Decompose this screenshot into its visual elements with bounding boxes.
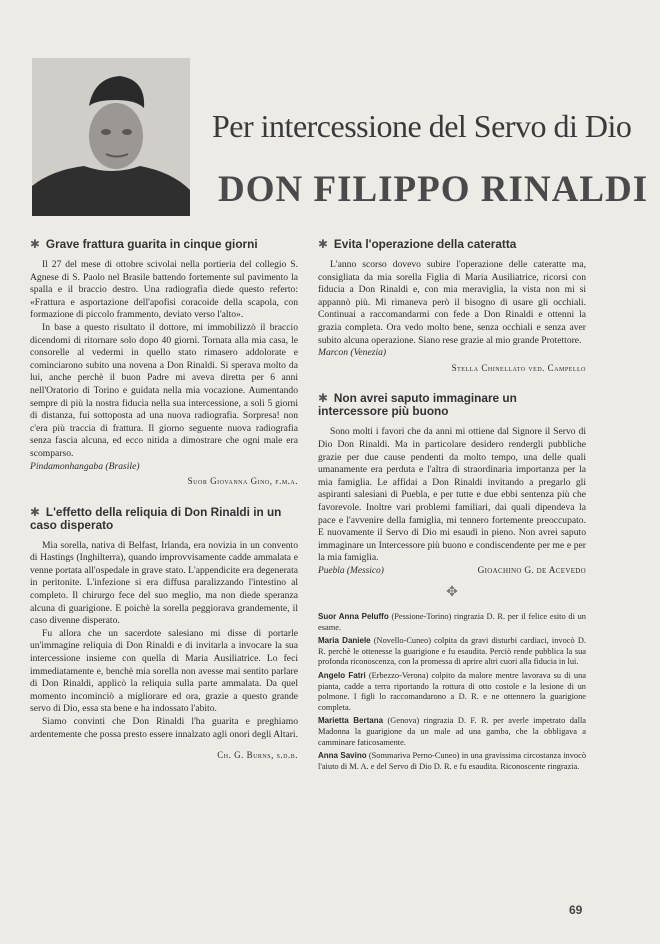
short-notes: [318, 612, 586, 772]
list-item: [318, 716, 586, 748]
paragraph: In base a questo risultato il dottore, mi immobilizzò il braccio dicendomi di ritornare solo dopo 40 giorni. Tornata alla mia casa, le consorelle al vedermi in quello stato rimasero addolorate e cominciarono subito una novena a Don Rinaldi. Si sperava molto da lui, anche perchè il buon Padre mi aveva diretta per 6 anni nell'Oratorio di Torino e guidata nella mia vocazione. Aumentando sempre di più la nostra fiducia nella sua intercessione, a soli 5 giorni di distanza, fui sottoposta ad una nuova radiografia. Sorpresa! non c'era più traccia di frattura. Il giorno seguente nuova radiografia senza fascia alcuna, ed ecco nitida a dimostrare che ogni male era scomparso.: [30, 321, 298, 459]
list-item: [318, 671, 586, 713]
heading-text: Evita l'operazione della cateratta: [333, 237, 517, 251]
note-text: (Erbezzo-Verona) colpito da malore mentre lavorava su di una pianta, cadde a terra riportando la rottura di otto costole e la lesione di un polmone. I figli lo raccomandarono a D. R. e ne ottennero la guarigione completa.: [318, 671, 586, 712]
note-name: Anna Savino: [318, 751, 367, 761]
place-signature-row: [318, 565, 586, 578]
portrait-photo: [32, 58, 190, 216]
paragraph: Fu allora che un sacerdote salesiano mi disse di portarle un'immagine reliquia di Don Rinaldi e di invitarla a invocare la sua intercessione insieme con quella di Maria Ausiliatrice. Lo feci immediatamente e, benchè mia sorella non avesse mai sentito parlare di Don Rinaldi, applicò la reliquia sulla parte ammalata. Da quel momento incominciò a migliorare ed ora, grazie a questo grande servo di Dio, essa sta bene e ha indossato l'abito.: [30, 627, 298, 715]
place-line: Marcon (Venezia): [318, 347, 387, 359]
note-name: Angelo Fatri: [318, 671, 366, 681]
ornament-icon: ✥: [446, 585, 458, 601]
list-item: [318, 612, 586, 633]
place-line: Pindamonhangaba (Brasile): [30, 460, 140, 472]
note-name: Maria Daniele: [318, 636, 371, 646]
note-name: Marietta Bertana: [318, 716, 384, 726]
title-line-2: DON FILIPPO RINALDI: [218, 169, 649, 210]
note-text: (Sommariva Perno-Cuneo) in una gravissima circostanza invocò l'aiuto di M. A. e del Servo di Dio D. R. e fu esaudita. Riconoscente ringrazia.: [318, 751, 587, 771]
star-icon: ✱: [318, 391, 328, 406]
section-heading: [30, 506, 298, 532]
paragraph: Il 27 del mese di ottobre scivolai nella portieria del collegio S. Agnese di S. Paolo nel Brasile battendo fortemente sul pavimento la spalla e il braccio destro. Una radiografia diede questo referto: «Frattura e asportazione dell'apofisi coracoide della scapola, con formazione di piccolo frammento, deviato verso l'alto».: [30, 259, 298, 321]
portrait-illustration: [32, 58, 190, 216]
right-column: [318, 238, 586, 775]
list-item: [318, 751, 586, 772]
signature: Stella Chinellato ved. Campello: [451, 362, 586, 373]
paragraph: Mia sorella, nativa di Belfast, Irlanda, era novizia in un convento di Hastings (Inghilterra), quando improvvisamente cadde ammalata e venne portata all'ospedale in grave stato. L'appendicite era degenerata in peritonite. L'infezione si era diffusa paralizzando l'intestino al completo. Il chirurgo fece del suo meglio, ma non diede speranza alcuna di guarigione. E poichè la sorella peggiorava grandemente, il caso divenne disperato.: [30, 539, 298, 627]
note-text: (Novello-Cuneo) colpita da gravi disturbi cardiaci, invocò D. R. perchè le ottenesse la guarigione e fu esaudita. Perciò rende pubblica la sua profonda riconoscenza, con la promessa di aprire altri cuori alla fiducia in lui.: [318, 636, 586, 667]
note-name: Suor Anna Peluffo: [318, 612, 389, 622]
note-text: (Genova) ringrazia D. F. R. per averle impetrato dalla Madonna la guarigione da un male ad una gamba, che la obbligava a camminare faticosamente.: [318, 716, 586, 747]
star-icon: ✱: [318, 237, 328, 251]
page-number: 69: [569, 903, 583, 917]
paragraph: Siamo convinti che Don Rinaldi l'ha guarita e preghiamo ardentemente che possa presto essere innalzato agli onori degli Altari.: [30, 716, 298, 740]
place-line: Puebla (Messico): [318, 565, 384, 576]
paragraph: L'anno scorso dovevo subire l'operazione delle cateratte ma, consigliata da mia sorella Figlia di Maria Ausiliatrice, ricorsi con fiducia a Don Rinaldi e, con mia meraviglia, la vista non mi si appannò più. Mi rimaneva però il bisogno di usare gli occhiali. Continuai a raccomandarmi con fede a Don Rinaldi e ottenni la grazia completa. Ora vedo molto bene, senza occhiali e senza aver subito alcuna operazione. Siano rese grazie al mio grande Protettore.: [318, 259, 586, 346]
signature: Ch. G. Burns, s.d.b.: [217, 750, 298, 761]
section-heading: [318, 392, 586, 418]
heading-text: L'effetto della reliquia di Don Rinaldi in un caso disperato: [30, 504, 282, 532]
star-icon: ✱: [30, 237, 40, 251]
heading-text: Grave frattura guarita in cinque giorni: [45, 237, 258, 251]
left-column: [30, 238, 298, 762]
heading-text: Non avrei saputo immaginare un intercessore più buono: [318, 391, 517, 419]
section-heading: [30, 238, 298, 251]
section-heading: [318, 238, 586, 251]
note-text: (Pessione-Torino) ringrazia D. R. per il felice esito di un esame.: [318, 612, 586, 632]
star-icon: ✱: [30, 504, 40, 519]
title-line-1: Per intercessione del Servo di Dio: [212, 108, 632, 144]
list-item: [318, 636, 586, 668]
signature: Gioachino G. de Acevedo: [477, 565, 586, 576]
signature: Suor Giovanna Gino, f.m.a.: [187, 476, 298, 487]
paragraph: Sono molti i favori che da anni mi ottiene dal Signore il Servo di Dio Don Rinaldi. Ma in particolare desidero rendergli pubbliche grazie per due cause pendenti da molto tempo, una delle quali umanamente era perduta e l'altra di straordinaria importanza per la mia famiglia. Le affidai a Don Rinaldi invitando a pregarlo gli aspiranti salesiani di Puebla, e per tutte e due ebbi sentenza più che favorevole. Inoltre vari problemi familiari, dai quali dipendeva la pace e l'avvenire della famiglia, mi tennero fortemente preoccupato. E nuovamente il Servo di Dio mi esaudì in pieno. Non avrei saputo immaginare un Intercessore più buono e condiscendente per me e per la mia famiglia.: [318, 426, 586, 564]
